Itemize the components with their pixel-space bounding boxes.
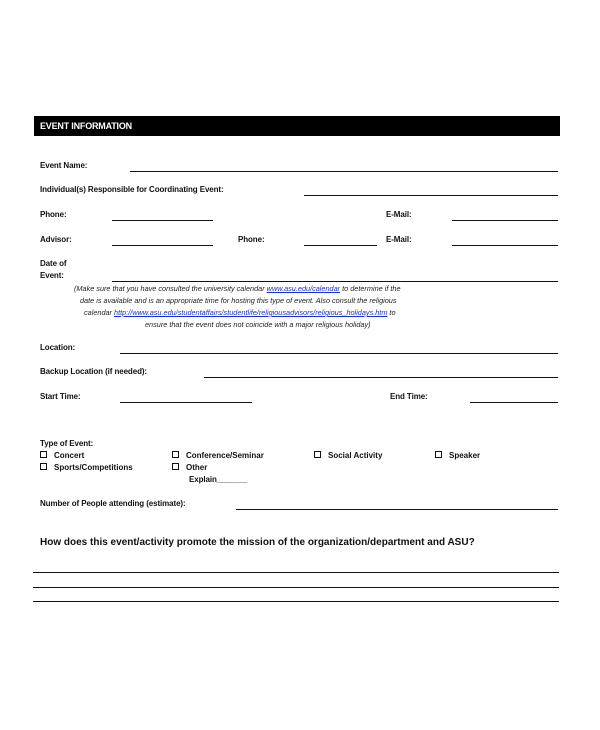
answer-line-2[interactable]	[33, 587, 559, 588]
option-other[interactable]: Other	[172, 463, 207, 472]
conference-checkbox[interactable]	[172, 451, 179, 458]
email-label: E-Mail:	[386, 210, 412, 219]
event-name-label: Event Name:	[40, 161, 88, 170]
responsible-field[interactable]	[304, 195, 558, 196]
mission-question: How does this event/activity promote the mission of the organization/department and ASU?	[40, 537, 475, 548]
calendar-link[interactable]: www.asu.edu/calendar	[266, 284, 341, 293]
phone-label: Phone:	[40, 210, 67, 219]
date-field[interactable]	[112, 281, 558, 282]
date-label-line2: Event:	[40, 271, 64, 280]
advisor-label: Advisor:	[40, 235, 72, 244]
option-sports[interactable]: Sports/Competitions	[40, 463, 133, 472]
date-note-line2: date is available and is an appropriate time for hosting this type of event. Also consult the religious	[80, 296, 397, 305]
option-concert[interactable]: Concert	[40, 451, 84, 460]
section-header-bar	[34, 116, 560, 136]
event-name-field[interactable]	[130, 171, 558, 172]
advisor-email-field[interactable]	[452, 245, 558, 246]
advisor-email-label: E-Mail:	[386, 235, 412, 244]
date-note-line4: ensure that the event does not coincide with a major religious holiday)	[145, 320, 371, 329]
option-speaker[interactable]: Speaker	[435, 451, 480, 460]
date-label-line1: Date of	[40, 259, 67, 268]
religious-calendar-link[interactable]: http://www.asu.edu/studentaffairs/studentlife/religiousadvisors/religious_holidays.htm	[114, 308, 388, 317]
backup-location-label: Backup Location (if needed):	[40, 367, 147, 376]
answer-line-1[interactable]	[33, 572, 559, 573]
responsible-label: Individual(s) Responsible for Coordinating Event:	[40, 185, 224, 194]
start-time-field[interactable]	[120, 402, 252, 403]
location-field[interactable]	[120, 353, 558, 354]
end-time-field[interactable]	[470, 402, 558, 403]
type-of-event-label: Type of Event:	[40, 439, 94, 448]
option-conference[interactable]: Conference/Seminar	[172, 451, 264, 460]
number-of-people-field[interactable]	[236, 509, 558, 510]
phone-field[interactable]	[112, 220, 213, 221]
option-social[interactable]: Social Activity	[314, 451, 382, 460]
concert-checkbox[interactable]	[40, 451, 47, 458]
sports-checkbox[interactable]	[40, 463, 47, 470]
end-time-label: End Time:	[390, 392, 428, 401]
explain-field[interactable]: Explain_______	[189, 475, 248, 484]
advisor-field[interactable]	[112, 245, 213, 246]
answer-line-3[interactable]	[33, 601, 559, 602]
advisor-phone-field[interactable]	[304, 245, 377, 246]
social-checkbox[interactable]	[314, 451, 321, 458]
date-note-line3: calendar http://www.asu.edu/studentaffairs/studentlife/religiousadvisors/religious_holidays.htm to	[84, 308, 396, 317]
email-field[interactable]	[452, 220, 558, 221]
backup-location-field[interactable]	[204, 377, 558, 378]
other-checkbox[interactable]	[172, 463, 179, 470]
speaker-checkbox[interactable]	[435, 451, 442, 458]
number-of-people-label: Number of People attending (estimate):	[40, 499, 186, 508]
section-title: EVENT INFORMATION	[40, 121, 132, 131]
location-label: Location:	[40, 343, 76, 352]
start-time-label: Start Time:	[40, 392, 81, 401]
advisor-phone-label: Phone:	[238, 235, 265, 244]
date-note-line1: (Make sure that you have consulted the university calendar www.asu.edu/calendar to determine if the	[74, 284, 401, 293]
